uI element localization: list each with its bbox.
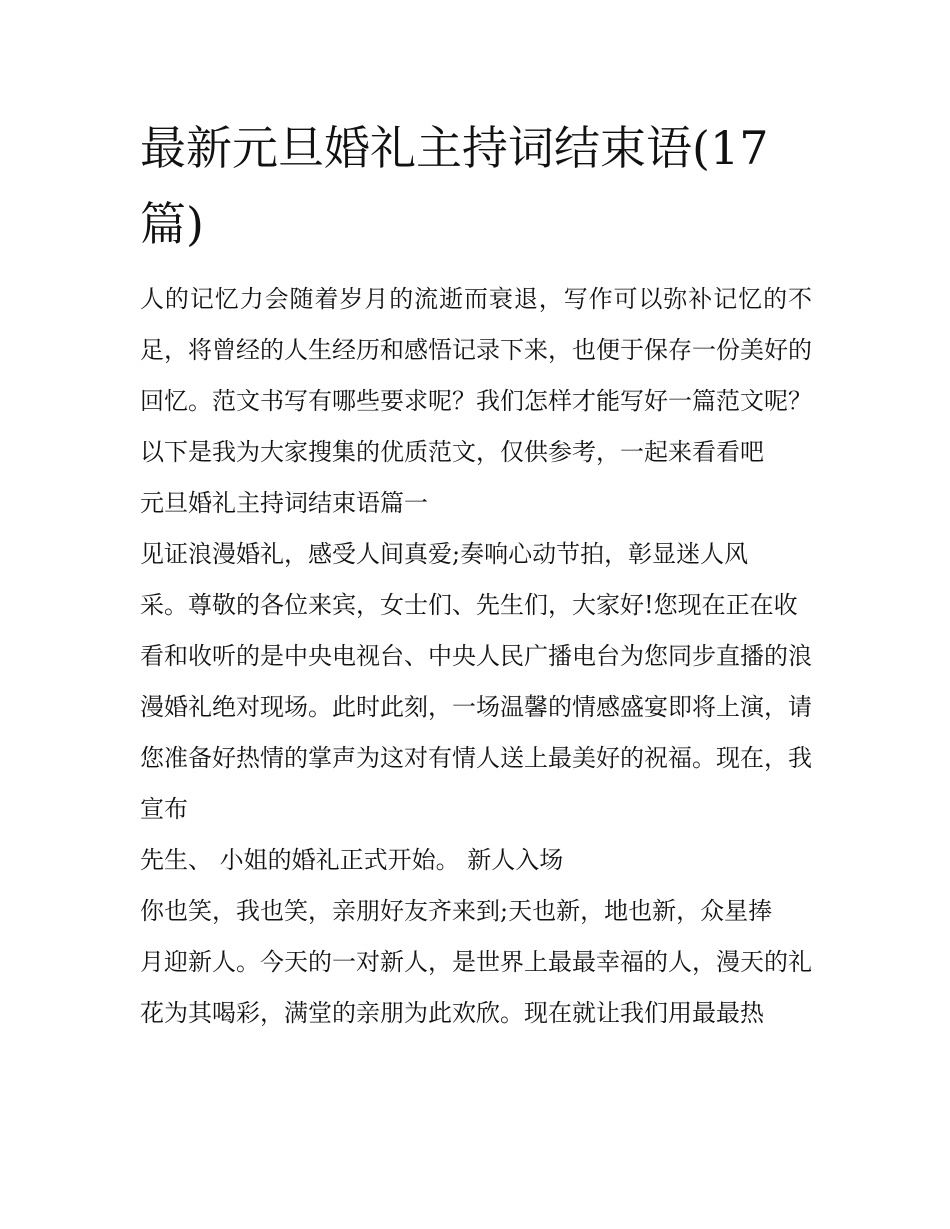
intro-paragraph: 人的记忆力会随着岁月的流逝而衰退，写作可以弥补记忆的不足，将曾经的人生经历和感悟记录下来，也便于保存一份美好的回忆。范文书写有哪些要求呢？我们怎样才能写好一篇范文呢？以下是我为大家搜集的优质范文，仅供参考，一起来看看吧 xyxy=(140,285,812,466)
section-heading: 元旦婚礼主持词结束语篇一 xyxy=(140,489,428,517)
body-paragraph: 先生、 小姐的婚礼正式开始。 新人入场 xyxy=(140,846,564,874)
document-title: 最新元旦婚礼主持词结束语(17篇) xyxy=(140,121,769,251)
body-paragraph: 月迎新人。今天的一对新人，是世界上最最幸福的人，漫天的礼花为其喝彩，满堂的亲朋为此欢欣。现在就让我们用最最热 xyxy=(140,948,812,1027)
body-paragraph: 你也笑，我也笑，亲朋好友齐来到;天也新，地也新，众星捧 xyxy=(140,897,773,925)
body-paragraph: 见证浪漫婚礼，感受人间真爱;奏响心动节拍，彰显迷人风 xyxy=(140,540,749,568)
document-body xyxy=(140,110,812,1039)
body-paragraph: 采。尊敬的各位来宾，女士们、先生们，大家好!您现在正在收看和收听的是中央电视台、中央人民广播电台为您同步直播的浪漫婚礼绝对现场。此时此刻，一场温馨的情感盛宴即将上演，请您准备好热情的掌声为这对有情人送上最美好的祝福。现在，我宣布 xyxy=(140,591,812,823)
